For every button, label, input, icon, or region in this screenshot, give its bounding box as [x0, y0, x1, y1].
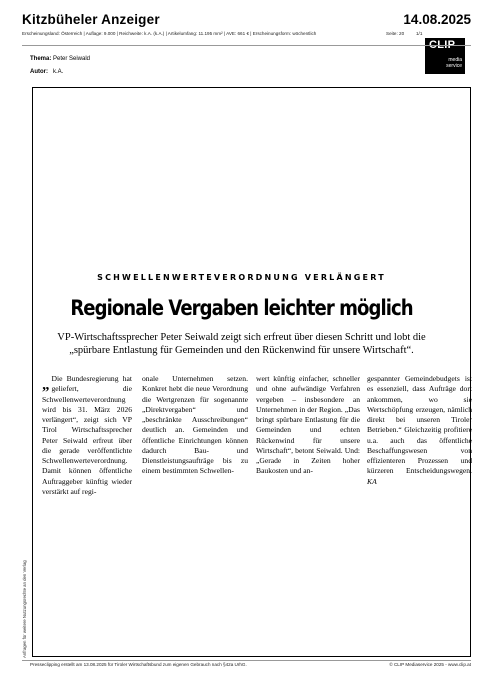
publication-meta: Erscheinungsland: Österreich | Auflage: 9.000 | Reichweite: k.A. (k.A.) | Artikelumfang: 11.195 mm² | AVE: 661 € | Erscheinungsform: wöchentlich: [22, 31, 317, 36]
logo-name: CLIP: [429, 39, 456, 51]
article-kicker: SCHWELLENWERTEVERORDNUNG VERLÄNGERT: [97, 273, 386, 282]
page-count: 1/1: [416, 31, 423, 36]
article-column-3: [256, 374, 360, 477]
logo-line2: service: [446, 63, 462, 69]
page-number: Seite: 20: [386, 31, 405, 36]
thema-value: Peter Seiwald: [53, 56, 91, 62]
opening-quote-mark: „: [42, 377, 50, 393]
autor-field: [30, 69, 63, 75]
thema-label: Thema:: [30, 56, 52, 62]
column-3-text: wert künftig einfacher, schneller und ohne aufwändige Verfahren vergeben – insbesondere an Unternehmen in der Region. „Das bringt spürbare Entlastung für die Gemeinden und echten Rückenwind für unsere Wirtschaft“, betont Seiwald. Und: „Gerade in Zeiten hoher Baukosten und an-: [256, 374, 360, 476]
header-divider: [22, 45, 471, 46]
footer-divider: [22, 660, 471, 661]
article-headline: Regionale Vergaben leichter möglich: [70, 296, 413, 320]
rights-notice-vertical: Anfragen für weitere Nutzungsrechte an den Verlag: [22, 560, 27, 658]
autor-value: k.A.: [53, 69, 64, 75]
thema-field: [30, 56, 90, 62]
article-column-1: [42, 374, 132, 497]
publication-title: Kitzbüheler Anzeiger: [22, 12, 160, 27]
article-column-4: [367, 374, 472, 487]
column-2-text: onale Unternehmen setzen. Konkret hebt die neue Verordnung die Wertgrenzen für sogenannte „Direktvergaben“ und „beschränkte Ausschreibungen“ deutlich an. Gemeinden und öffentliche Einrichtungen können dadurch Bau- und Dienstleistungsaufträge bis zu einem bestimmten Schwellen-: [142, 374, 248, 476]
column-4-text: gespannter Gemeindebudgets ist es essenziell, dass Aufträge dort ankommen, wo sie Wertschöpfung erzeugen, nämlich direkt bei unseren Tiroler Betrieben.“ Gleichzeitig profitiere u.a. auch das öffentliche Beschaffungswesen von effizienteren Prozessen und kürzeren Entscheidungswegen.: [367, 374, 472, 476]
column-1-text: Die Bundesregierung hat geliefert, die Schwellenwerteverordnung wird bis 31. März 2026 verlängert“, zeigt sich VP Tirol Wirtschaftssprecher Peter Seiwald erfreut über die gerade veröffentlichte Schwellenwerteverordnung. Damit können öffentliche Auftraggeber künftig wieder verstärkt auf regi-: [42, 374, 132, 496]
article-frame: [32, 87, 471, 657]
footer-copyright: © CLIP Mediaservice 2025 - www.clip.at: [389, 662, 471, 667]
footer-clipping-note: Presseclipping erstellt am 13.08.2025 für Tiroler Wirtschaftsbund zum eigenen Gebrauch nach §42a UrhG.: [30, 662, 247, 667]
clip-logo: [425, 38, 465, 74]
article-subhead: VP-Wirtschaftssprecher Peter Seiwald zeigt sich erfreut über diesen Schritt und lobt die „spürbare Entlastung für Gemeinden und den Rückenwind für unsere Wirtschaft“.: [57, 332, 426, 356]
publication-date: 14.08.2025: [403, 12, 471, 27]
author-initials: KA: [367, 476, 377, 486]
article-column-2: [142, 374, 248, 477]
logo-line1: media: [448, 57, 462, 63]
autor-label: Autor:: [30, 69, 48, 75]
